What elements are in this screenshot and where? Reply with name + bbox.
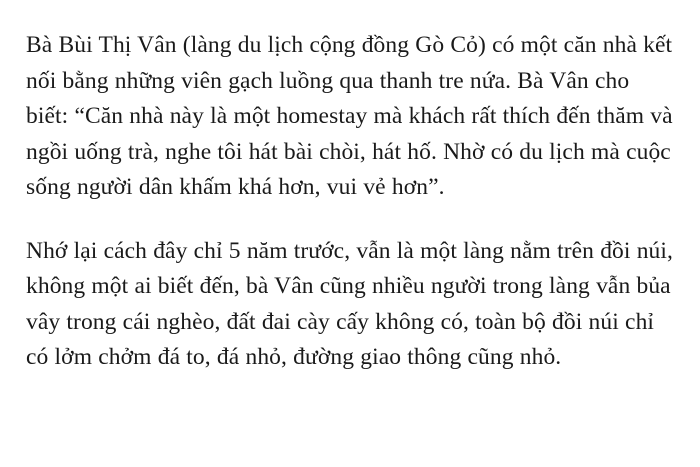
paragraph-1: Bà Bùi Thị Vân (làng du lịch cộng đồng Gò Cỏ) có một căn nhà kết nối bằng những viên gạch luồng qua thanh tre nứa. Bà Vân cho biết: “Căn nhà này là một homestay mà khách rất thích đến thăm và ngồi uống trà, nghe tôi hát bài chòi, hát hố. Nhờ có du lịch mà cuộc sống người dân khấm khá hơn, vui vẻ hơn”. [26, 32, 673, 200]
paragraph-2: Nhớ lại cách đây chỉ 5 năm trước, vẫn là một làng nằm trên đồi núi, không một ai biết đến, bà Vân cũng nhiều người trong làng vẫn bủa vây trong cái nghèo, đất đai cày cấy không có, toàn bộ đồi núi chỉ có lởm chởm đá to, đá nhỏ, đường giao thông cũng nhỏ. [26, 237, 674, 370]
